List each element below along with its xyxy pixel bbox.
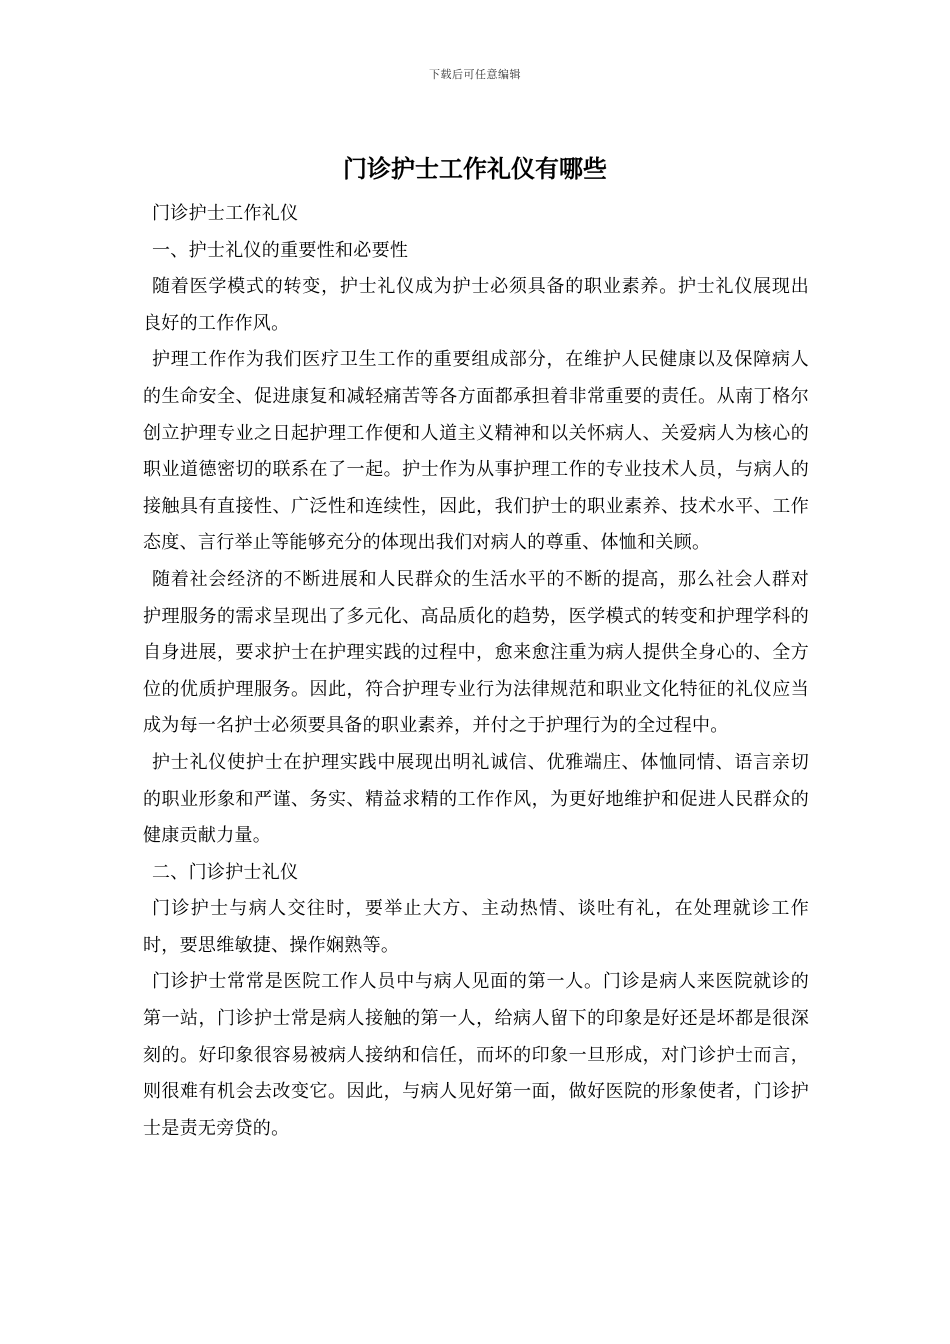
paragraph: 随着社会经济的不断进展和人民群众的生活水平的不断的提高，那么社会人群对护理服务的需求呈现出了多元化、高品质化的趋势，医学模式的转变和护理学科的自身进展，要求护士在护理实践的过程中，愈来愈注重为病人提供全身心的、全方位的优质护理服务。因此，符合护理专业行为法律规范和职业文化特征的礼仪应当成为每一名护士必须要具备的职业素养，并付之于护理行为的全过程中。 bbox=[143, 568, 809, 737]
section-heading-2: 二、门诊护士礼仪 bbox=[152, 861, 299, 883]
header-note: 下载后可任意编辑 bbox=[429, 68, 521, 81]
paragraph: 护理工作作为我们医疗卫生工作的重要组成部分，在维护人民健康以及保障病人的生命安全、促进康复和减轻痛苦等各方面都承担着非常重要的责任。从南丁格尔创立护理专业之日起护理工作便和人道主义精神和以关怀病人、关爱病人为核心的职业道德密切的联系在了一起。护士作为从事护理工作的专业技术人员，与病人的接触具有直接性、广泛性和连续性，因此，我们护士的职业素养、技术水平、工作态度、言行举止等能够充分的体现出我们对病人的尊重、体恤和关顾。 bbox=[143, 349, 809, 554]
document-body bbox=[143, 196, 809, 1147]
paragraph: 门诊护士与病人交往时，要举止大方、主动热情、谈吐有礼，在处理就诊工作时，要思维敏捷、操作娴熟等。 bbox=[143, 898, 809, 956]
section-heading-1: 一、护士礼仪的重要性和必要性 bbox=[152, 239, 409, 261]
paragraph: 护士礼仪使护士在护理实践中展现出明礼诚信、优雅端庄、体恤同情、语言亲切的职业形象和严谨、务实、精益求精的工作作风，为更好地维护和促进人民群众的健康贡献力量。 bbox=[143, 751, 809, 847]
document-title: 门诊护士工作礼仪有哪些 bbox=[343, 154, 607, 183]
paragraph: 门诊护士常常是医院工作人员中与病人见面的第一人。门诊是病人来医院就诊的第一站，门诊护士常是病人接触的第一人，给病人留下的印象是好还是坏都是很深刻的。好印象很容易被病人接纳和信任，而坏的印象一旦形成，对门诊护士而言，则很难有机会去改变它。因此，与病人见好第一面，做好医院的形象使者，门诊护士是责无旁贷的。 bbox=[143, 971, 809, 1139]
paragraph: 随着医学模式的转变，护士礼仪成为护士必须具备的职业素养。护士礼仪展现出良好的工作作风。 bbox=[143, 276, 809, 334]
paragraph-subtitle: 门诊护士工作礼仪 bbox=[152, 203, 299, 224]
